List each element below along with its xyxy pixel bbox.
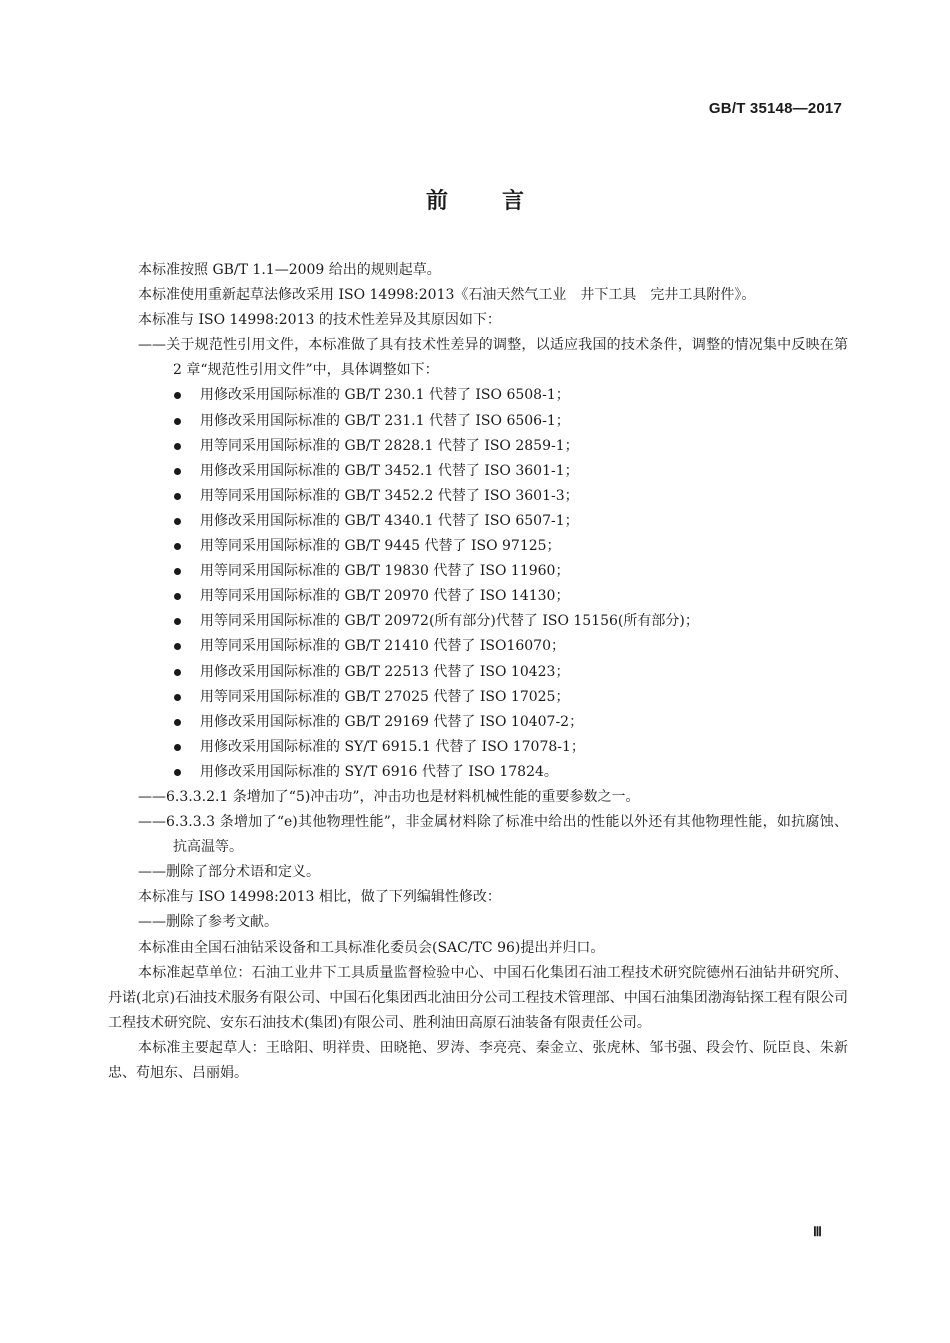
list-item: 用等同采用国际标准的 GB/T 19830 代替了 ISO 11960； — [108, 559, 848, 584]
proposer-paragraph: 本标准由全国石油钻采设备和工具标准化委员会(SAC/TC 96)提出并归口。 — [138, 939, 605, 956]
bullet-icon — [174, 744, 181, 751]
intro-line: 本标准使用重新起草法修改采用 ISO 14998:2013《石油天然气工业 井下工具 完井工具附件》。 — [138, 287, 756, 304]
bullet-icon — [174, 443, 181, 450]
dash-item-references: ——关于规范性引用文件，本标准做了具有技术性差异的调整，以适应我国的技术条件，调整的情况集中反映在第 2 章“规范性引用文件”中，具体调整如下： — [138, 337, 848, 379]
document-body — [108, 258, 848, 1086]
editorial-intro: 本标准与 ISO 14998:2013 相比，做了下列编辑性修改： — [138, 889, 501, 906]
list-item: 用修改采用国际标准的 SY/T 6916 代替了 ISO 17824。 — [108, 760, 848, 785]
list-item: 用修改采用国际标准的 GB/T 22513 代替了 ISO 10423； — [108, 660, 848, 685]
bullet-icon — [174, 418, 181, 425]
list-item: 用等同采用国际标准的 GB/T 21410 代替了 ISO16070； — [108, 634, 848, 659]
dash-item-impact-energy: ——6.3.3.2.1 条增加了“5)冲击功”，冲击功也是材料机械性能的重要参数之一。 — [138, 788, 640, 805]
page-number: Ⅲ — [813, 1224, 822, 1239]
reference-bullet-list — [108, 383, 848, 785]
bullet-icon — [174, 769, 181, 776]
list-item: 用等同采用国际标准的 GB/T 2828.1 代替了 ISO 2859-1； — [108, 434, 848, 459]
list-item: 用等同采用国际标准的 GB/T 20970 代替了 ISO 14130； — [108, 584, 848, 609]
drafters-paragraph: 本标准主要起草人：王晗阳、明祥贵、田晓艳、罗涛、李亮亮、秦金立、张虎林、邹书强、段会竹、阮臣良、朱新忠、苟旭东、吕丽娟。 — [108, 1039, 848, 1081]
list-item: 用修改采用国际标准的 GB/T 230.1 代替了 ISO 6508-1； — [108, 383, 848, 408]
list-item: 用修改采用国际标准的 GB/T 29169 代替了 ISO 10407-2； — [108, 710, 848, 735]
list-item: 用等同采用国际标准的 GB/T 3452.2 代替了 ISO 3601-3； — [108, 484, 848, 509]
bullet-icon — [174, 618, 181, 625]
bullet-icon — [174, 593, 181, 600]
bullet-icon — [174, 669, 181, 676]
list-item: 用修改采用国际标准的 GB/T 4340.1 代替了 ISO 6507-1； — [108, 509, 848, 534]
list-item: 用等同采用国际标准的 GB/T 27025 代替了 ISO 17025； — [108, 685, 848, 710]
bullet-icon — [174, 643, 181, 650]
bullet-icon — [174, 719, 181, 726]
bullet-icon — [174, 392, 181, 399]
dash-item-physical-properties: ——6.3.3.3 条增加了“e)其他物理性能”，非金属材料除了标准中给出的性能以外还有其他物理性能，如抗腐蚀、抗高温等。 — [138, 814, 848, 856]
page-title: 前言 — [425, 189, 578, 214]
dash-item-bibliography-removed: ——删除了参考文献。 — [138, 914, 278, 931]
list-item: 用修改采用国际标准的 SY/T 6915.1 代替了 ISO 17078-1； — [108, 735, 848, 760]
dash-item-terms-removed: ——删除了部分术语和定义。 — [138, 864, 320, 881]
bullet-icon — [174, 518, 181, 525]
bullet-icon — [174, 543, 181, 550]
bullet-icon — [174, 468, 181, 475]
bullet-icon — [174, 694, 181, 701]
list-item: 用修改采用国际标准的 GB/T 3452.1 代替了 ISO 3601-1； — [108, 459, 848, 484]
drafting-units-paragraph: 本标准起草单位：石油工业井下工具质量监督检验中心、中国石化集团石油工程技术研究院德州石油钻井研究所、丹诺(北京)石油技术服务有限公司、中国石化集团西北油田分公司工程技术管理部、中国石油集团渤海钻探工程有限公司工程技术研究院、安东石油技术(集团)有限公司、胜利油田高原石油装备有限责任公司。 — [108, 964, 848, 1031]
bullet-icon — [174, 493, 181, 500]
bullet-icon — [174, 568, 181, 575]
standard-code: GB/T 35148—2017 — [708, 100, 842, 117]
list-item: 用等同采用国际标准的 GB/T 20972(所有部分)代替了 ISO 15156(所有部分)； — [108, 609, 848, 634]
intro-line: 本标准按照 GB/T 1.1—2009 给出的规则起草。 — [138, 262, 441, 278]
intro-line: 本标准与 ISO 14998:2013 的技术性差异及其原因如下： — [138, 312, 501, 329]
list-item: 用修改采用国际标准的 GB/T 231.1 代替了 ISO 6506-1； — [108, 409, 848, 434]
list-item: 用等同采用国际标准的 GB/T 9445 代替了 ISO 97125； — [108, 534, 848, 559]
